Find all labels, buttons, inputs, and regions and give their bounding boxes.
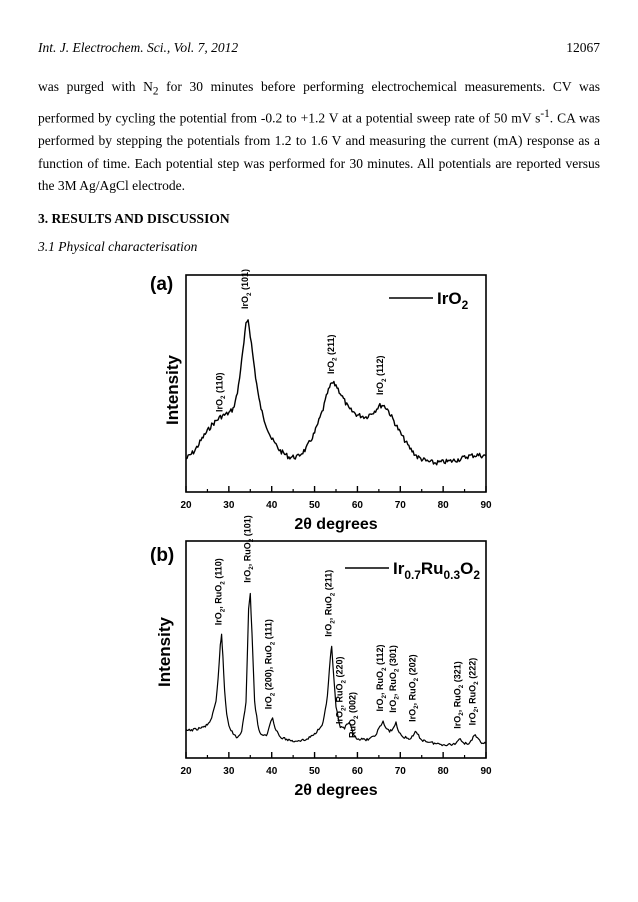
x-tick-label: 90 bbox=[480, 500, 492, 511]
legend-label: $Ir_{0.7}Ru_{0.3}O_2$ bbox=[393, 559, 480, 583]
peak-annotation: IrO$_2$, RuO$_2$ (110) bbox=[213, 558, 227, 626]
peak-annotation: IrO$_2$, RuO$_2$ (220) bbox=[334, 656, 348, 724]
peak-annotation: IrO$_2$, RuO$_2$ (202) bbox=[407, 654, 420, 722]
peak-annotation: IrO$_2$ (112) bbox=[375, 355, 388, 395]
x-tick-label: 60 bbox=[351, 500, 363, 511]
peak-annotation: IrO$_2$ (200), RuO$_2$ (111) bbox=[263, 619, 277, 710]
x-tick-label: 20 bbox=[180, 500, 192, 511]
x-tick-label: 70 bbox=[394, 500, 406, 511]
x-tick-label: 20 bbox=[180, 766, 192, 777]
subsection-heading: 3.1 Physical characterisation bbox=[38, 239, 198, 254]
x-tick-label: 30 bbox=[223, 766, 235, 777]
xrd-panel-a bbox=[150, 269, 492, 533]
peak-annotation: IrO$_2$ (110) bbox=[214, 372, 228, 412]
series-line bbox=[186, 320, 486, 465]
y-axis-label: Intensity bbox=[155, 617, 174, 687]
peak-annotation: IrO$_2$, RuO$_2$ (112) bbox=[375, 644, 388, 712]
peak-annotation: IrO$_2$ (211) bbox=[325, 334, 339, 374]
peak-annotation: IrO$_2$, RuO$_2$ (211) bbox=[323, 569, 337, 637]
x-tick-label: 50 bbox=[309, 766, 321, 777]
x-tick-label: 40 bbox=[266, 766, 278, 777]
peak-annotation: IrO$_2$, RuO$_2$ (101) bbox=[242, 515, 255, 583]
xrd-panel-b bbox=[150, 515, 492, 799]
peak-annotation: IrO$_2$, RuO$_2$ (321) bbox=[452, 661, 465, 729]
x-tick-label: 90 bbox=[480, 766, 492, 777]
peak-annotation: RuO$_2$ (002) bbox=[347, 691, 360, 738]
legend-label: IrO$_2$ bbox=[437, 289, 469, 313]
panel-label: (b) bbox=[150, 545, 175, 566]
journal-citation: Int. J. Electrochem. Sci., Vol. 7, 2012 bbox=[38, 40, 239, 55]
peak-annotation: IrO$_2$ (101) bbox=[240, 268, 253, 309]
x-tick-label: 60 bbox=[351, 766, 363, 777]
x-tick-label: 40 bbox=[266, 500, 278, 511]
peak-annotation: IrO$_2$, RuO$_2$ (301) bbox=[388, 645, 401, 713]
x-tick-label: 50 bbox=[309, 500, 321, 511]
peak-annotation: IrO$_2$, RuO$_2$ (222) bbox=[467, 657, 480, 726]
x-axis-label: 2θ degrees bbox=[294, 782, 378, 799]
x-axis-label: 2θ degrees bbox=[294, 516, 378, 533]
body-paragraph: was purged with $N_2$ for 30 minutes before performing electrochemical measurements. CV was performed by cycling the potential from -0.2 to +1.2 V at a potential sweep rate of 50 mV $s^{-1}$. CA was performed by stepping the potentials from 1.2 to 1.6 V and measuring the current (mA) response as a function of time. Each potential step was performed for 30 minutes. All potentials are reported versus the 3M Ag/AgCl electrode. bbox=[38, 79, 600, 194]
x-tick-label: 30 bbox=[223, 500, 235, 511]
section-heading: 3. RESULTS AND DISCUSSION bbox=[38, 211, 230, 226]
x-tick-label: 80 bbox=[437, 500, 449, 511]
panel-label: (a) bbox=[150, 274, 174, 295]
page-number: 12067 bbox=[566, 40, 600, 55]
y-axis-label: Intensity bbox=[163, 355, 182, 425]
x-tick-label: 70 bbox=[394, 766, 406, 777]
x-tick-label: 80 bbox=[437, 766, 449, 777]
